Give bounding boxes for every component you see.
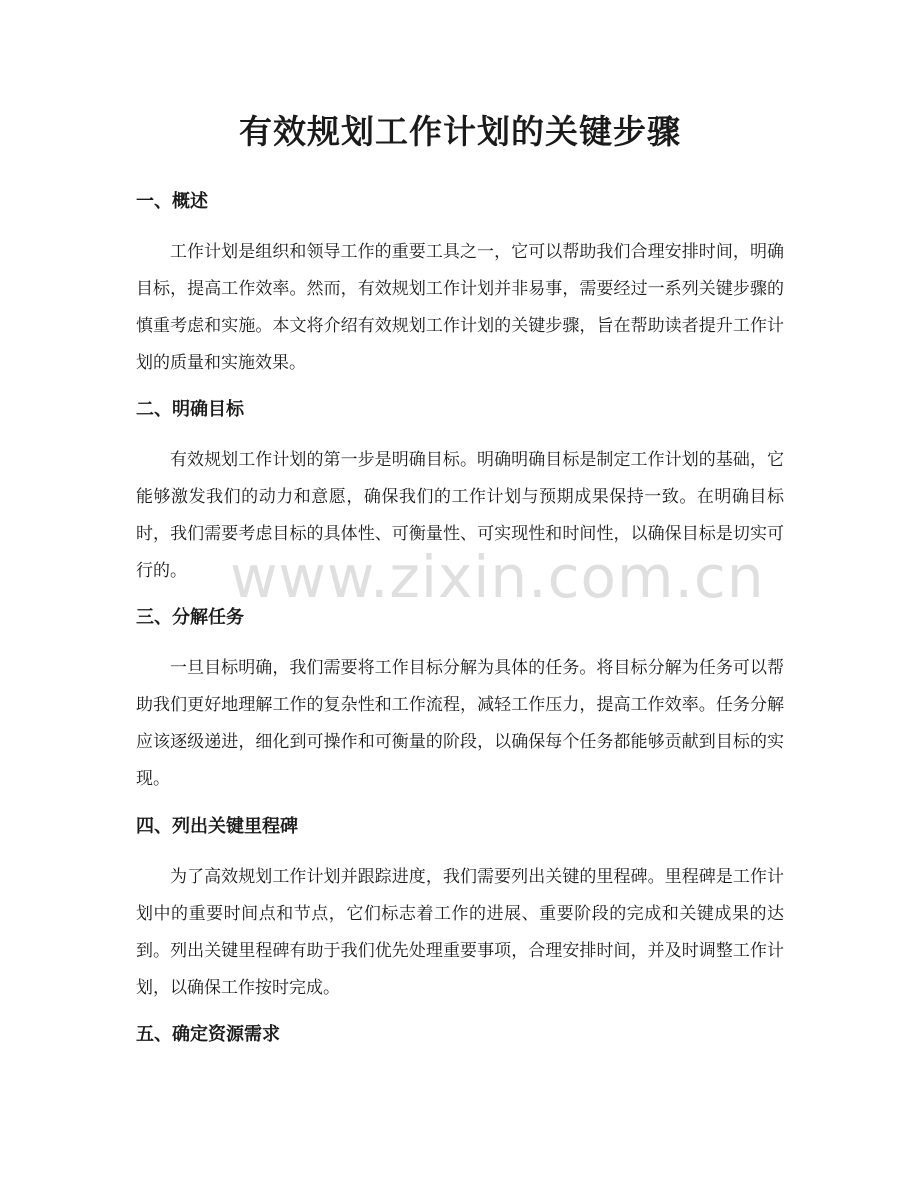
section-paragraph-goals: 有效规划工作计划的第一步是明确目标。明确明确目标是制定工作计划的基础，它能够激发我们的动力和意愿，确保我们的工作计划与预期成果保持一致。在明确目标时，我们需要考虑目标的具体性、可衡量性、可实现性和时间性，以确保目标是切实可行的。 bbox=[136, 450, 784, 581]
section-heading-goals: 二、明确目标 bbox=[136, 399, 244, 420]
section-paragraph-tasks: 一旦目标明确，我们需要将工作目标分解为具体的任务。将目标分解为任务可以帮助我们更好地理解工作的复杂性和工作流程，减轻工作压力，提高工作效率。任务分解应该逐级递进，细化到可操作和可衡量的阶段，以确保每个任务都能够贡献到目标的实现。 bbox=[136, 658, 784, 789]
section-heading-resources: 五、确定资源需求 bbox=[136, 1024, 280, 1045]
section-heading-milestones: 四、列出关键里程碑 bbox=[136, 816, 298, 837]
section-heading-overview: 一、概述 bbox=[136, 191, 208, 212]
section-paragraph-overview: 工作计划是组织和领导工作的重要工具之一，它可以帮助我们合理安排时间，明确目标，提高工作效率。然而，有效规划工作计划并非易事，需要经过一系列关键步骤的慎重考虑和实施。本文将介绍有效规划工作计划的关键步骤，旨在帮助读者提升工作计划的质量和实施效果。 bbox=[136, 242, 784, 373]
section-paragraph-milestones: 为了高效规划工作计划并跟踪进度，我们需要列出关键的里程碑。里程碑是工作计划中的重要时间点和节点，它们标志着工作的进展、重要阶段的完成和关键成果的达到。列出关键里程碑有助于我们优先处理重要事项，合理安排时间，并及时调整工作计划，以确保工作按时完成。 bbox=[136, 867, 784, 998]
document-title: 有效规划工作计划的关键步骤 bbox=[239, 112, 681, 151]
section-heading-tasks: 三、分解任务 bbox=[136, 607, 244, 628]
watermark-text: www.zixin.com.cn bbox=[230, 543, 765, 611]
